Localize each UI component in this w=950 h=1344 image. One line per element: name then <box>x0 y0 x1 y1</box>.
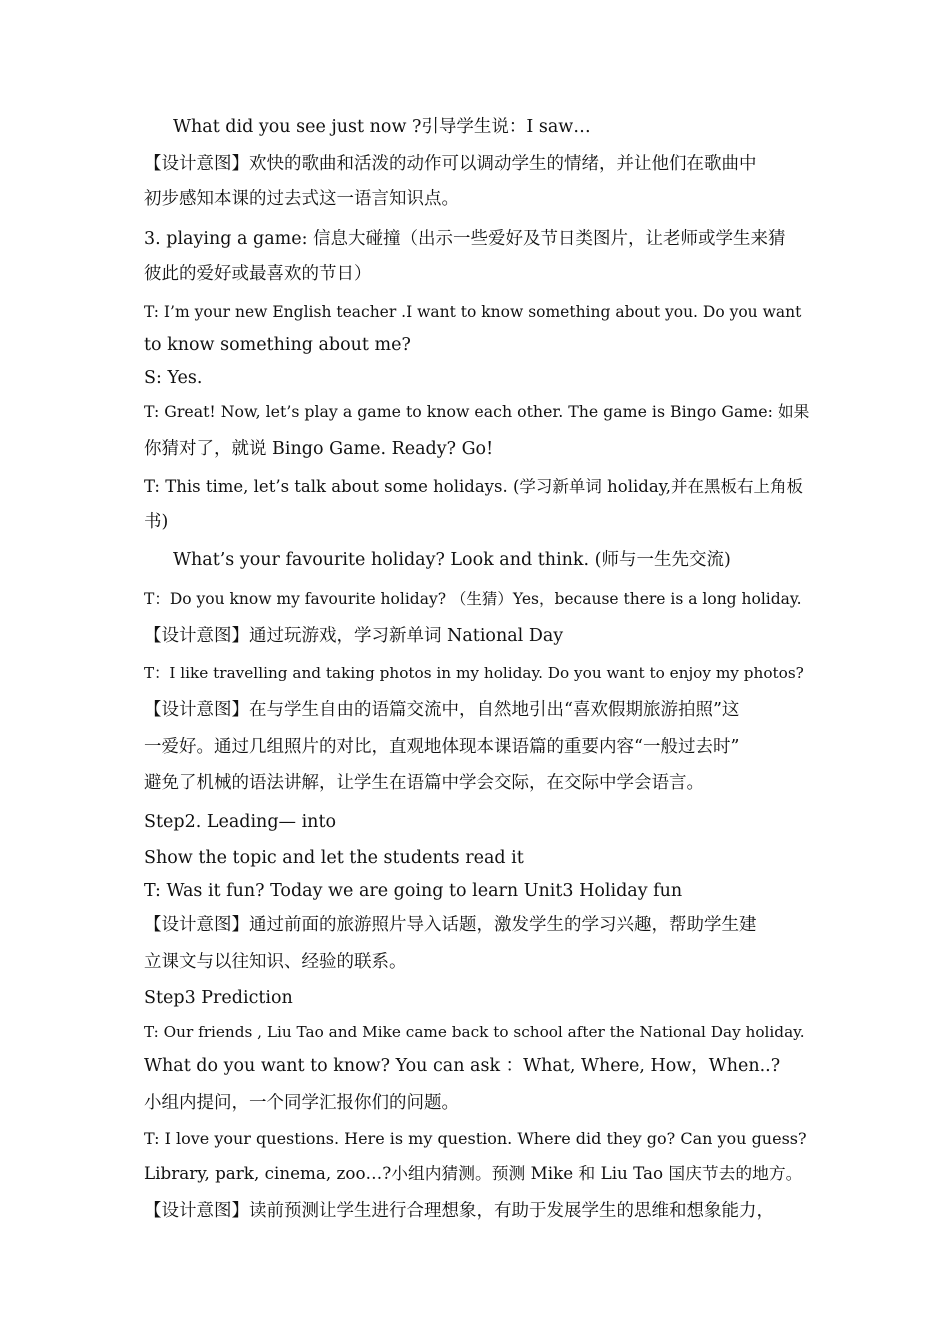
design-intent-line: 【设计意图】读前预测让学生进行合理想象，有助于发展学生的思维和想象能力， <box>144 1201 774 1221</box>
text-line: S: Yes. <box>144 368 203 388</box>
text-line: T：I like travelling and taking photos in my holiday. Do you want to enjoy my photos? <box>144 664 804 682</box>
text-line: 一爱好。通过几组照片的对比，直观地体现本课语篇的重要内容“一般过去时” <box>144 737 740 757</box>
design-intent-line <box>144 153 808 175</box>
text-line: 初步感知本课的过去式这一语言知识点。 <box>144 189 459 209</box>
step-heading: Step3 Prediction <box>144 988 293 1008</box>
text-line: 立课文与以往知识、经验的联系。 <box>144 952 407 972</box>
design-intent-line: 【设计意图】在与学生自由的语篇交流中，自然地引出“喜欢假期旅游拍照”这 <box>144 700 740 720</box>
text-line: T: I love your questions. Here is my question. Where did they go? Can you guess? <box>144 1129 807 1148</box>
text-line: to know something about me? <box>144 335 411 355</box>
text-line: T: Great! Now, let’s play a game to know each other. The game is Bingo Game: 如果 <box>144 402 810 421</box>
text-line: T: Was it fun? Today we are going to learn Unit3 Holiday fun <box>144 881 683 901</box>
text-line: 避免了机械的语法讲解，让学生在语篇中学会交际，在交际中学会语言。 <box>144 773 704 793</box>
text-line: 书) <box>144 512 169 532</box>
text-line: What did you see just now ?引导学生说：I saw… <box>173 117 591 137</box>
text-line: T: I’m your new English teacher .I want to know something about you. Do you want <box>144 303 802 321</box>
text-line: T: This time, let’s talk about some holidays. (学习新单词 holiday,并在黑板右上角板 <box>144 477 804 496</box>
text-line: T：Do you know my favourite holiday? （生猜）Yes，because there is a long holiday. <box>144 590 802 608</box>
text-segment: 【设计意图】欢快的歌曲和活泼的动作可以调动学生的情绪，并让他们在歌曲中 <box>144 154 757 174</box>
design-intent-line: 【设计意图】通过玩游戏，学习新单词 National Day <box>144 626 564 646</box>
text-line: What’s your favourite holiday? Look and think. (师与一生先交流) <box>173 550 731 570</box>
text-line: T: Our friends , Liu Tao and Mike came back to school after the National Day holiday. <box>144 1023 805 1041</box>
text-line: What do you want to know? You can ask ：What, Where, How，When..? <box>144 1056 781 1076</box>
text-line: Library, park, cinema, zoo…?小组内猜测。预测 Mike 和 Liu Tao 国庆节去的地方。 <box>144 1163 803 1183</box>
text-line: 3. playing a game: 信息大碰撞（出示一些爱好及节日类图片，让老师或学生来猜 <box>144 229 786 249</box>
text-line: 小组内提问，一个同学汇报你们的问题。 <box>144 1093 459 1113</box>
text-line: Show the topic and let the students read it <box>144 848 524 868</box>
text-line: 彼此的爱好或最喜欢的节日） <box>144 264 372 284</box>
text-line: 你猜对了，就说 Bingo Game. Ready? Go! <box>144 439 494 459</box>
step-heading: Step2. Leading— into <box>144 812 337 832</box>
design-intent-line: 【设计意图】通过前面的旅游照片导入话题，激发学生的学习兴趣，帮助学生建 <box>144 915 757 935</box>
